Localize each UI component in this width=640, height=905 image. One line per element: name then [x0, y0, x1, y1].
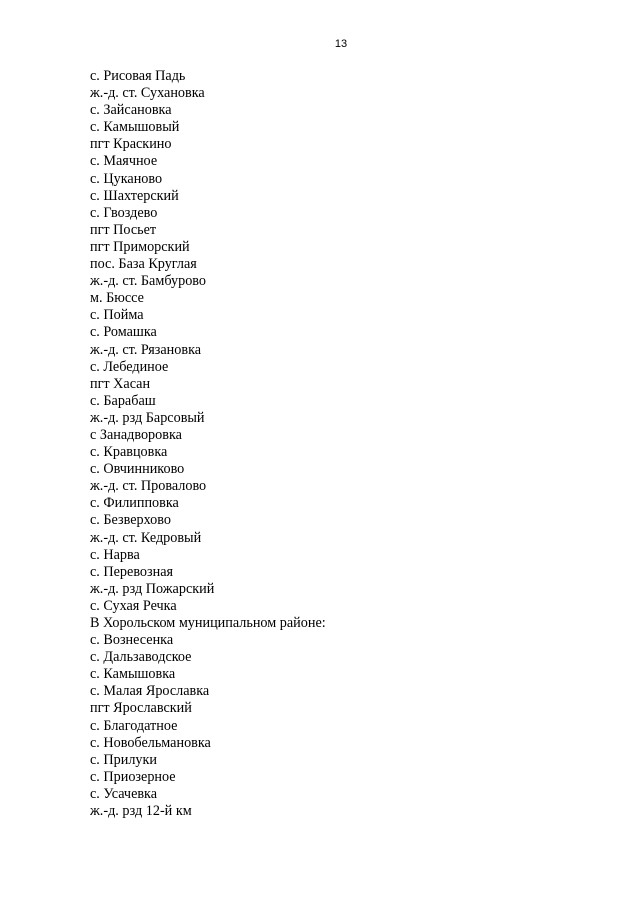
list-item: с. Нарва — [90, 546, 140, 563]
list-item: пгт Хасан — [90, 375, 151, 392]
list-item: с. Вознесенка — [90, 632, 174, 649]
list-item: пгт Краскино — [90, 136, 172, 153]
list-item: с. Дальзаводское — [90, 649, 192, 666]
list-item: с. Ромашка — [90, 324, 157, 341]
list-item: с. Шахтерский — [90, 187, 179, 204]
list-item: с. Рисовая Падь — [90, 68, 186, 84]
list-item: с. Усачевка — [90, 785, 158, 802]
list-item: ж.-д. ст. Рязановка — [90, 341, 202, 358]
list-item: с. Благодатное — [90, 717, 178, 734]
list-item: с. Кравцовка — [90, 444, 168, 461]
list-item: ж.-д. ст. Провалово — [90, 478, 207, 495]
list-item: с. Лебединое — [90, 358, 169, 375]
list-item: м. Бюссе — [90, 290, 144, 307]
list-item: с. Малая Ярославка — [90, 683, 210, 700]
list-item: с. Пойма — [90, 307, 144, 324]
list-item: ж.-д. ст. Сухановка — [90, 85, 205, 102]
list-item: пгт Приморский — [90, 238, 190, 255]
list-item: ж.-д. ст. Бамбурово — [90, 273, 206, 290]
list-item: пгт Посьет — [90, 221, 157, 238]
list-item: с. Зайсановка — [90, 102, 172, 119]
list-item: ж.-д. ст. Кедровый — [90, 529, 202, 546]
list-item: ж.-д. рзд 12-й км — [90, 803, 192, 820]
list-item: с. Филипповка — [90, 495, 179, 512]
list-item: с Занадворовка — [90, 426, 182, 443]
list-item: с. Цуканово — [90, 170, 163, 187]
list-item: с. Маячное — [90, 153, 158, 170]
list-item: с. Барабаш — [90, 392, 156, 409]
list-item: пос. База Круглая — [90, 256, 197, 273]
list-item: ж.-д. рзд Барсовый — [90, 409, 205, 426]
list-item: В Хорольском муниципальном районе: — [90, 615, 326, 631]
list-item: с. Безверхово — [90, 512, 171, 529]
list-item: с. Перевозная — [90, 563, 174, 580]
list-item: ж.-д. рзд Пожарский — [90, 580, 215, 597]
list-item: с. Прилуки — [90, 751, 157, 768]
list-item: с. Сухая Речка — [90, 597, 177, 614]
list-item: с. Новобельмановка — [90, 734, 211, 751]
page-number: 13 — [334, 38, 348, 50]
list-item: пгт Ярославский — [90, 700, 192, 717]
settlement-list — [90, 68, 326, 820]
list-item: с. Гвоздево — [90, 204, 158, 221]
list-item: с. Приозерное — [90, 768, 176, 785]
list-item: с. Овчинниково — [90, 461, 185, 478]
list-item: с. Камышовый — [90, 119, 180, 136]
list-item: с. Камышовка — [90, 666, 176, 683]
